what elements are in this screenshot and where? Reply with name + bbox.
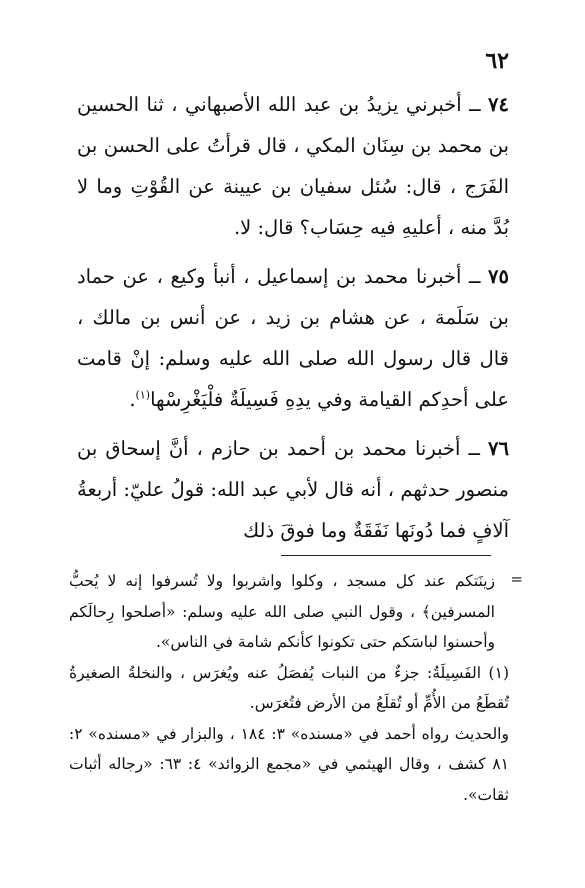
paragraph-number: ٧٥ [488, 265, 509, 288]
paragraph-text: ــ أخبرني يزيدُ بن عبد الله الأصبهاني ، ثنا الحسين بن محمد بن سِنَان المكي ، قال قرأتُ على الحسن بن الفَرَج ، قال: سُئل سفيان بن عيينة عن القُوْتِ وما لا بُدَّ منه ، أعليهِ فيه حِسَاب؟ قال: لا. [77, 93, 509, 239]
paragraph-text: ــ أخبرنا محمد بن أحمد بن حازم ، أنَّ إسحاق بن منصور حدثهم ، أنه قال لأبي عبد الله: قولُ عليّ: أربعةُ آلافٍ فما دُونَها نَفَقَةٌ وما فوقَ ذلك [77, 437, 509, 542]
footnote-1-source: والحديث رواه أحمد في «مسنده» ٣: ١٨٤ ، والبزار في «مسنده» ٢: ٨١ كشف ، وقال الهيثمي في «مجمع الزوائد» ٤: ٦٣: «رجاله أثبات ثقات». [69, 724, 509, 804]
footnotes [69, 566, 509, 810]
footnote-reference[interactable]: (١) [135, 388, 151, 402]
paragraph-76 [77, 428, 509, 551]
footnote-divider [281, 555, 491, 556]
paragraph-74 [77, 84, 509, 248]
main-text [77, 84, 509, 559]
footnote-1: (١) الفَسِيلَةُ: جزءٌ من النبات يُفصَلُ عنه ويُغرَس ، والنخلةُ الصغيرةُ تُقطَعُ من الأُمِّ أو تُقلَعُ من الأرض فتُغرَس. [69, 663, 509, 712]
paragraph-75 [77, 256, 509, 420]
page-number: ٦٢ [485, 48, 509, 74]
paragraph-end: . [129, 388, 136, 411]
continuation-mark: = [510, 570, 523, 588]
paragraph-text: ــ أخبرنا محمد بن إسماعيل ، أنبأ وكيع ، عن حماد بن سَلَمة ، عن هشام بن زيد ، عن أنس بن مالك ، قال قال رسول الله صلى الله عليه وسلم: إنْ قامت على أحدِكم القيامة وفي يدِهِ فَسِيلَةٌ فلْيَغْرِسْها [77, 265, 509, 411]
paragraph-number: ٧٤ [488, 93, 509, 116]
footnote-continuation: زينَتكم عند كل مسجد ، وكلوا واشربوا ولا تُسرفوا إنه لا يُحبُّ المسرفين﴾ ، وقول النبي صلى الله عليه وسلم: «أصلحوا رِحالَكم وأحسنوا لباسَكم حتى تكونوا كأنكم شامة في الناس». [69, 572, 495, 651]
paragraph-number: ٧٦ [488, 437, 509, 460]
